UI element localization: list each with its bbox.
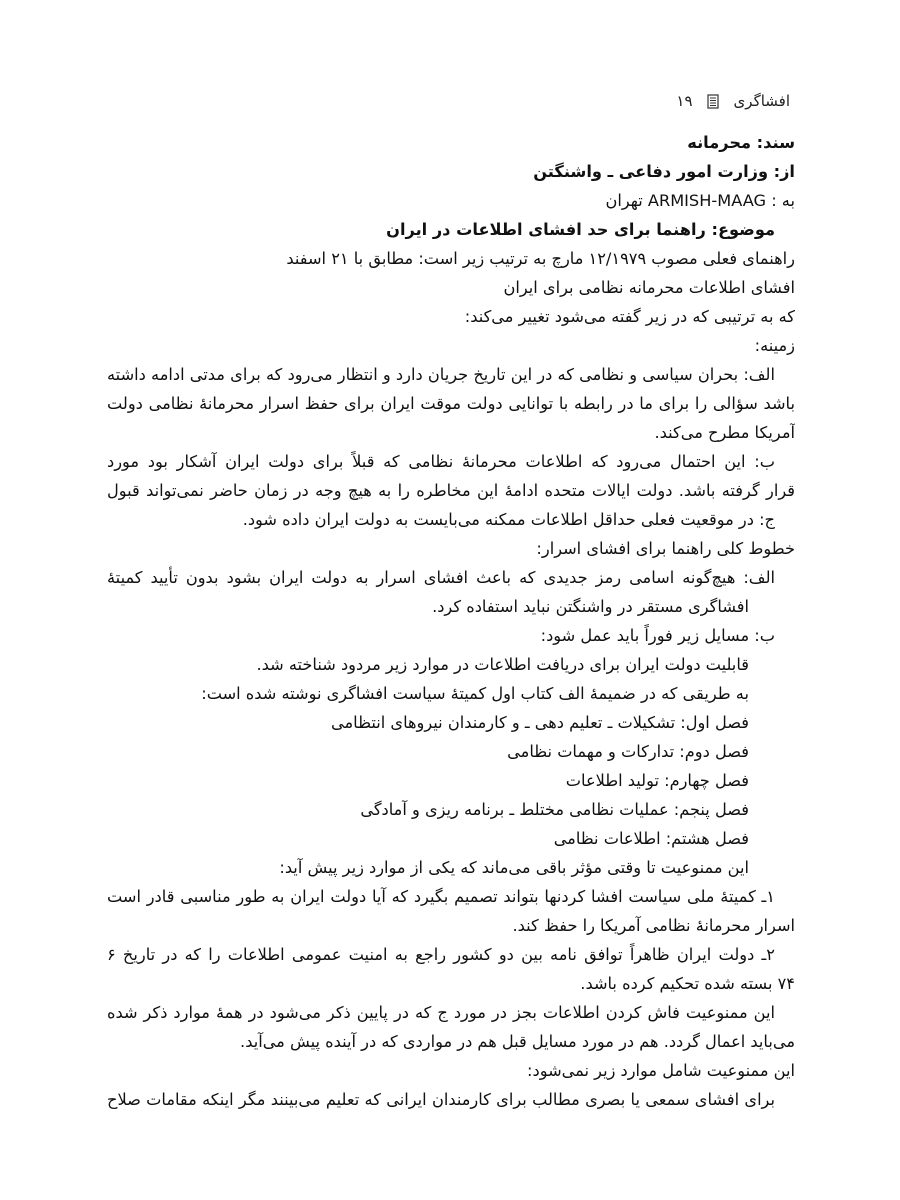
running-title: افشاگری <box>733 92 790 110</box>
running-header <box>676 92 790 110</box>
text-line: ب: مسایل زیر فوراً باید عمل شود: <box>540 626 775 645</box>
text-line: آمریکا مطرح می‌کند. <box>654 423 795 442</box>
section-heading: خطوط کلی راهنما برای افشای اسرار: <box>536 539 795 558</box>
text-line: این ممنوعیت تا وقتی مؤثر باقی می‌ماند که یکی از موارد زیر پیش آید: <box>279 858 749 877</box>
document-body <box>107 128 795 1114</box>
text-line: این ممنوعیت فاش کردن اطلاعات بجز در مورد ج که در پایین ذکر می‌شود در همهٔ موارد ذکر شده <box>107 1003 775 1022</box>
chapter-item: فصل هشتم: اطلاعات نظامی <box>553 829 749 848</box>
text-line: ۲ـ دولت ایران ظاهراً توافق نامه بین دو کشور راجع به امنیت عمومی اطلاعات را که در تاریخ ۶ <box>107 945 775 964</box>
text-line: ۷۴ بسته شده تحکیم کرده باشد. <box>580 974 795 993</box>
text-line: افشای اطلاعات محرمانه نظامی برای ایران <box>503 278 795 297</box>
text-line: ج: در موقعیت فعلی حداقل اطلاعات ممکنه می‌بایست به دولت ایران داده شود. <box>242 510 775 529</box>
doc-from: از: وزارت امور دفاعی ـ واشنگتن <box>533 162 795 181</box>
text-line: برای افشای سمعی یا بصری مطالب برای کارمندان ایرانی که تعلیم می‌بینند مگر اینکه مقامات صلاح <box>107 1090 775 1109</box>
doc-subject: موضوع: راهنما برای حد افشای اطلاعات در ایران <box>386 220 775 239</box>
text-line: ب: این احتمال می‌رود که اطلاعات محرمانهٔ نظامی که قبلاً برای دولت ایران آشکار بود مورد <box>107 452 775 471</box>
page-number: ۱۹ <box>676 92 693 110</box>
text-line: الف: بحران سیاسی و نظامی که در این تاریخ جریان دارد و انتظار می‌رود که برای مدتی ادامه داشته <box>107 365 775 384</box>
text-line: قرار گرفته باشد. دولت ایالات متحده ادامهٔ این مخاطره را به هیچ وجه در زمان حاضر نمی‌تواند قبول <box>107 481 795 500</box>
text-line: قابلیت دولت ایران برای دریافت اطلاعات در موارد زیر مردود شناخته شد. <box>256 655 749 674</box>
text-line: این ممنوعیت شامل موارد زیر نمی‌شود: <box>527 1061 795 1080</box>
doc-to: به : ARMISH-MAAG تهران <box>605 191 795 210</box>
text-line: افشاگری مستقر در واشنگتن نباید استفاده کرد. <box>432 597 749 616</box>
book-icon <box>707 94 720 109</box>
text-line: اسرار محرمانهٔ نظامی آمریکا را حفظ کند. <box>512 916 795 935</box>
text-line: راهنمای فعلی مصوب ۱۲/۱۹۷۹ مارچ به ترتیب زیر است: مطابق با ۲۱ اسفند <box>286 249 795 268</box>
text-line: می‌باید اعمال گردد. هم در مورد مسایل قبل هم در مواردی که در آینده پیش می‌آید. <box>240 1032 795 1051</box>
text-line: که به ترتیبی که در زیر گفته می‌شود تغییر می‌کند: <box>464 307 795 326</box>
text-line: به طریقی که در ضمیمهٔ الف کتاب اول کمیتهٔ سیاست افشاگری نوشته شده است: <box>201 684 749 703</box>
section-heading: زمینه: <box>754 336 795 355</box>
chapter-item: فصل دوم: تدارکات و مهمات نظامی <box>507 742 749 761</box>
text-line: الف: هیچ‌گونه اسامی رمز جدیدی که باعث افشای اسرار به دولت ایران بشود بدون تأیید کمیتهٔ <box>107 568 775 587</box>
chapter-item: فصل چهارم: تولید اطلاعات <box>565 771 749 790</box>
chapter-item: فصل پنجم: عملیات نظامی مختلط ـ برنامه ریزی و آمادگی <box>360 800 749 819</box>
text-line: ۱ـ کمیتهٔ ملی سیاست افشا کردنها بتواند تصمیم بگیرد که آیا دولت ایران به طور مناسبی قادر است <box>107 887 775 906</box>
doc-classification: سند: محرمانه <box>687 133 795 152</box>
chapter-item: فصل اول: تشکیلات ـ تعلیم دهی ـ و کارمندان نیروهای انتظامی <box>331 713 749 732</box>
text-line: باشد سؤالی را برای ما در رابطه با توانایی دولت موقت ایران برای حفظ اسرار محرمانهٔ نظامی دولت <box>107 394 795 413</box>
